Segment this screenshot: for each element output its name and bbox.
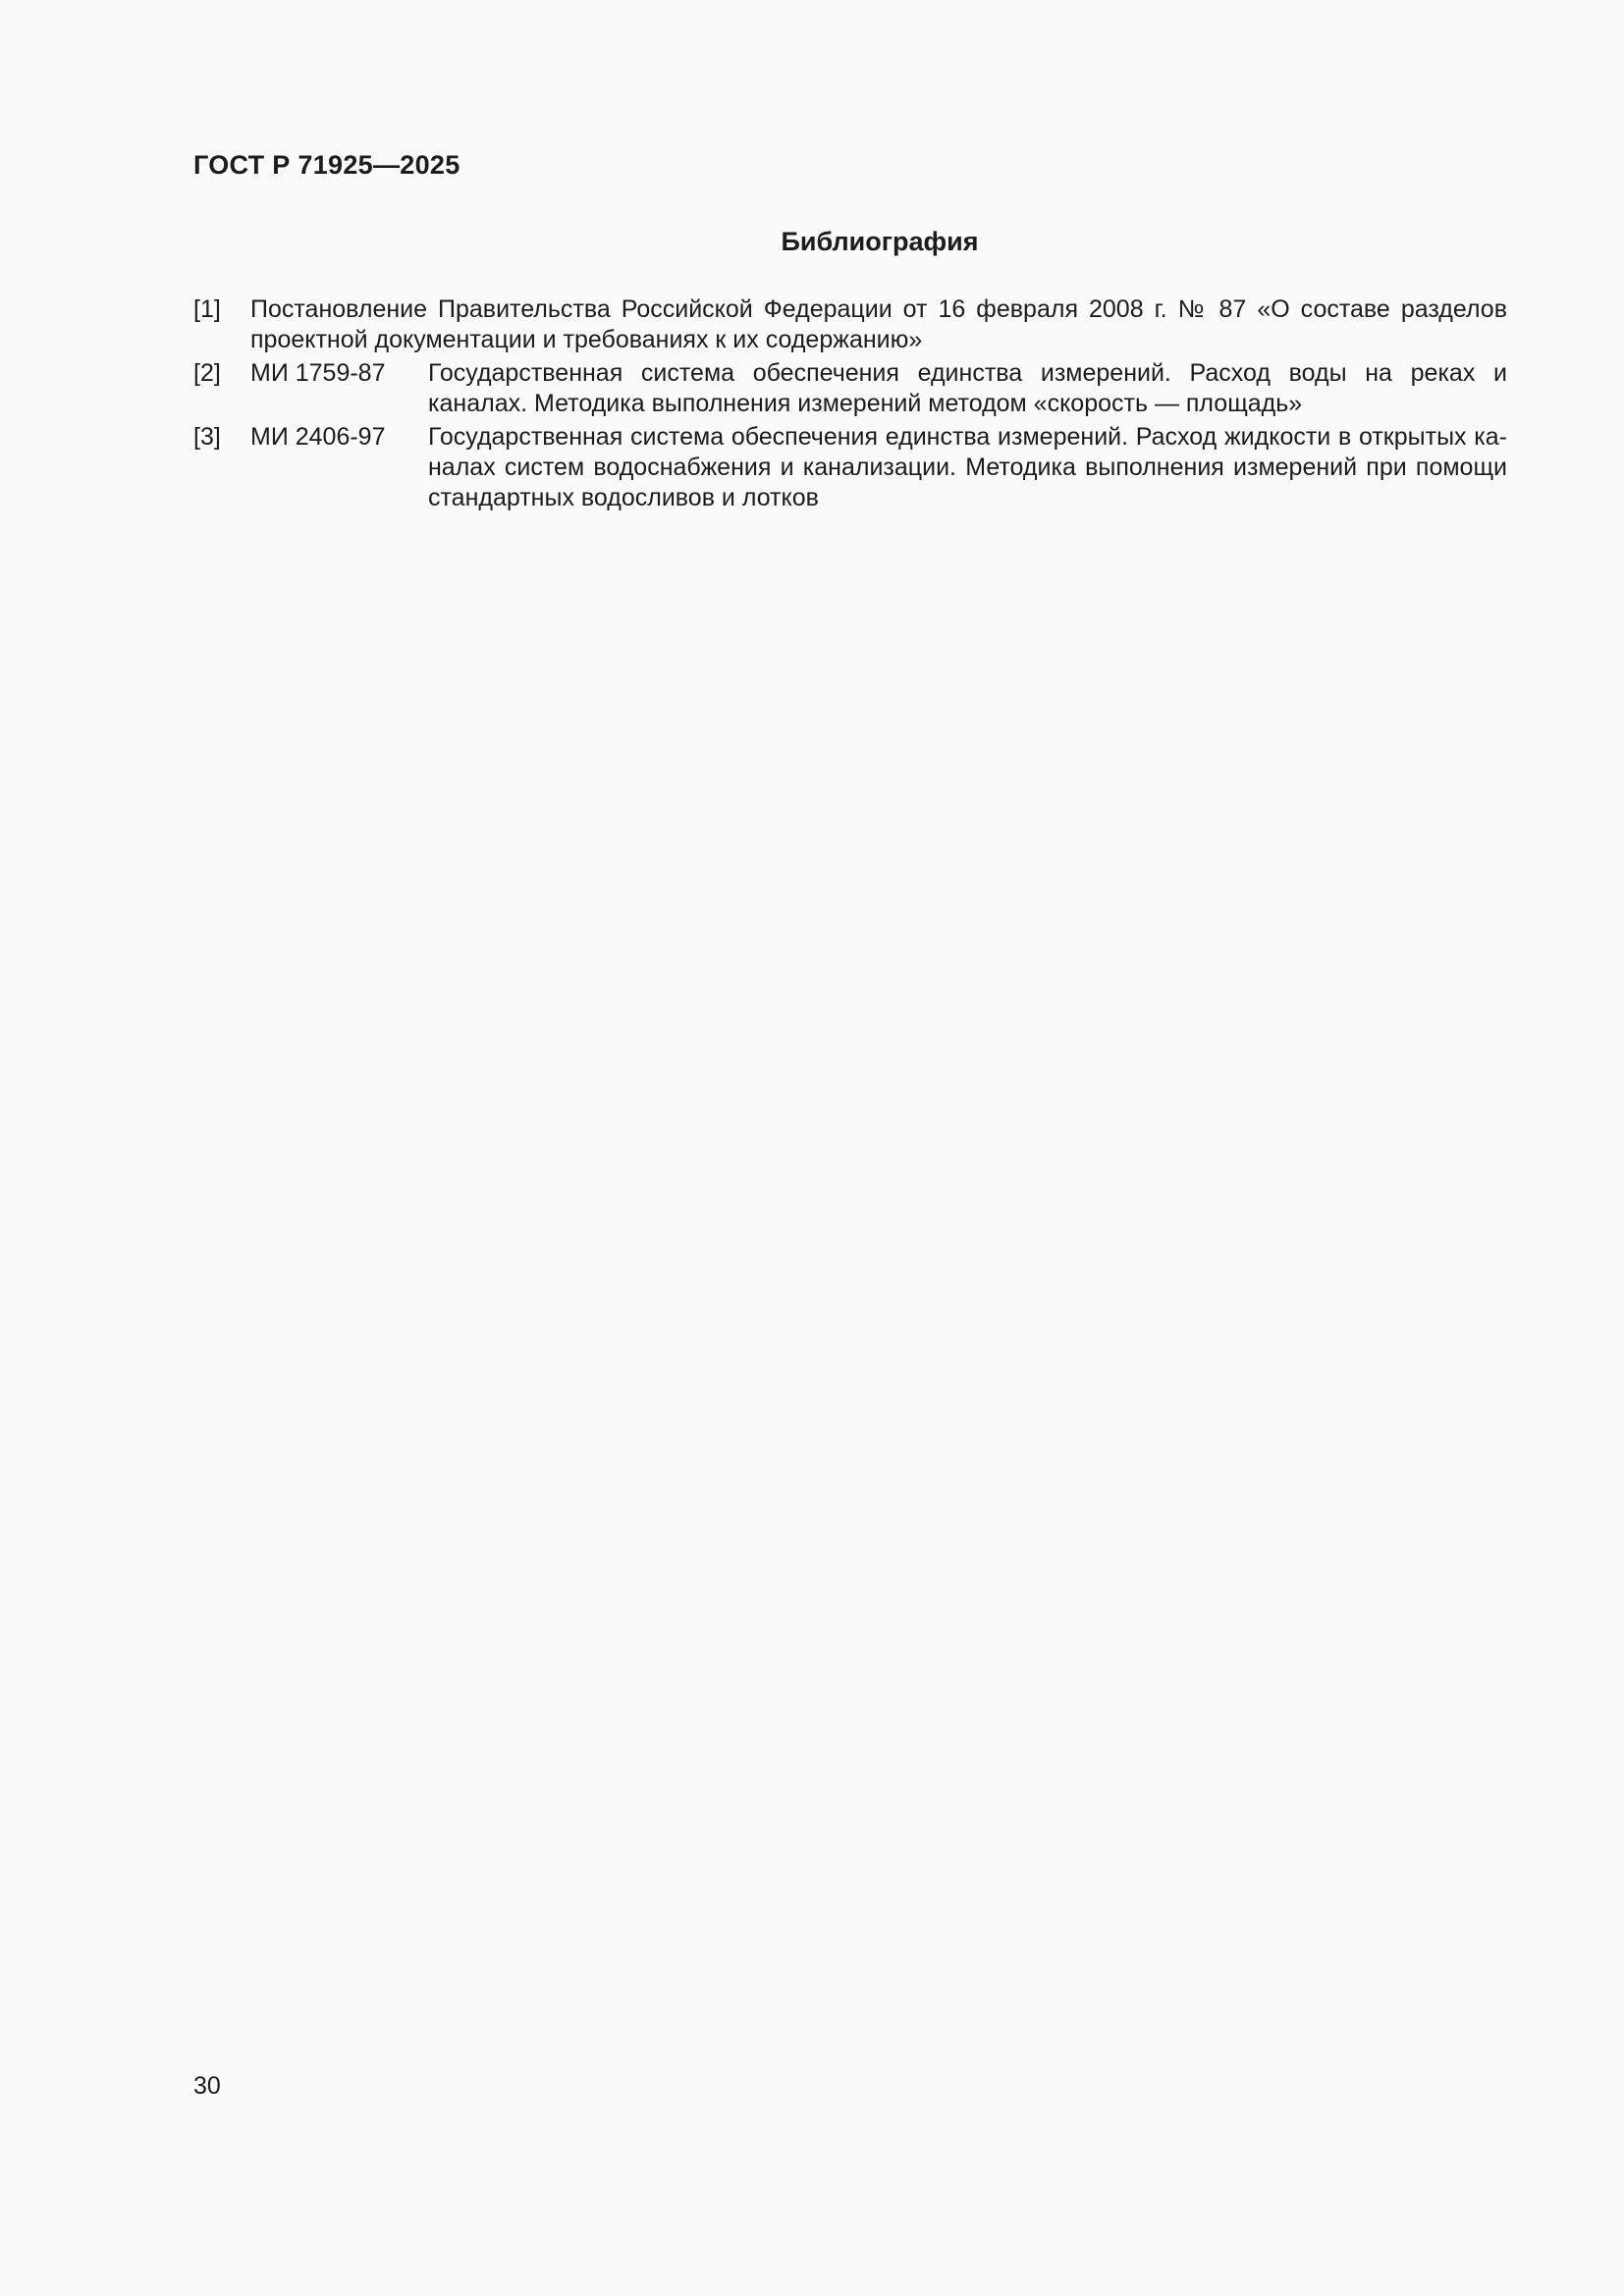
bibliography-entry <box>193 294 1507 355</box>
bibliography-entry <box>193 358 1507 419</box>
bibliography-list <box>193 294 1507 516</box>
section-title: Библиография <box>781 227 979 256</box>
bibliography-number: [1] <box>193 295 221 323</box>
bibliography-number: [2] <box>193 359 221 387</box>
bibliography-text: Государственная система обеспечения единства измерений. Расход воды на реках и каналах. Методика выполнения измерений методом «скорость — площадь» <box>428 359 1507 417</box>
bibliography-number: [3] <box>193 423 221 451</box>
page-number: 30 <box>193 2072 221 2100</box>
bibliography-code: МИ 2406-97 <box>250 423 386 451</box>
bibliography-text: Постановление Правительства Российской Федерации от 16 февраля 2008 г. № 87 «О составе разделов проектной документации и требованиях к их содержанию» <box>250 295 1507 353</box>
document-header: ГОСТ Р 71925—2025 <box>193 150 460 180</box>
bibliography-code: МИ 1759-87 <box>250 359 386 387</box>
bibliography-entry <box>193 422 1507 513</box>
bibliography-text: Государственная система обеспечения единства измерений. Расход жидкости в открытых каналах систем водоснабжения и канализации. Методика выполнения измерений при помощи стандартных водосливов и лотков <box>428 423 1507 511</box>
